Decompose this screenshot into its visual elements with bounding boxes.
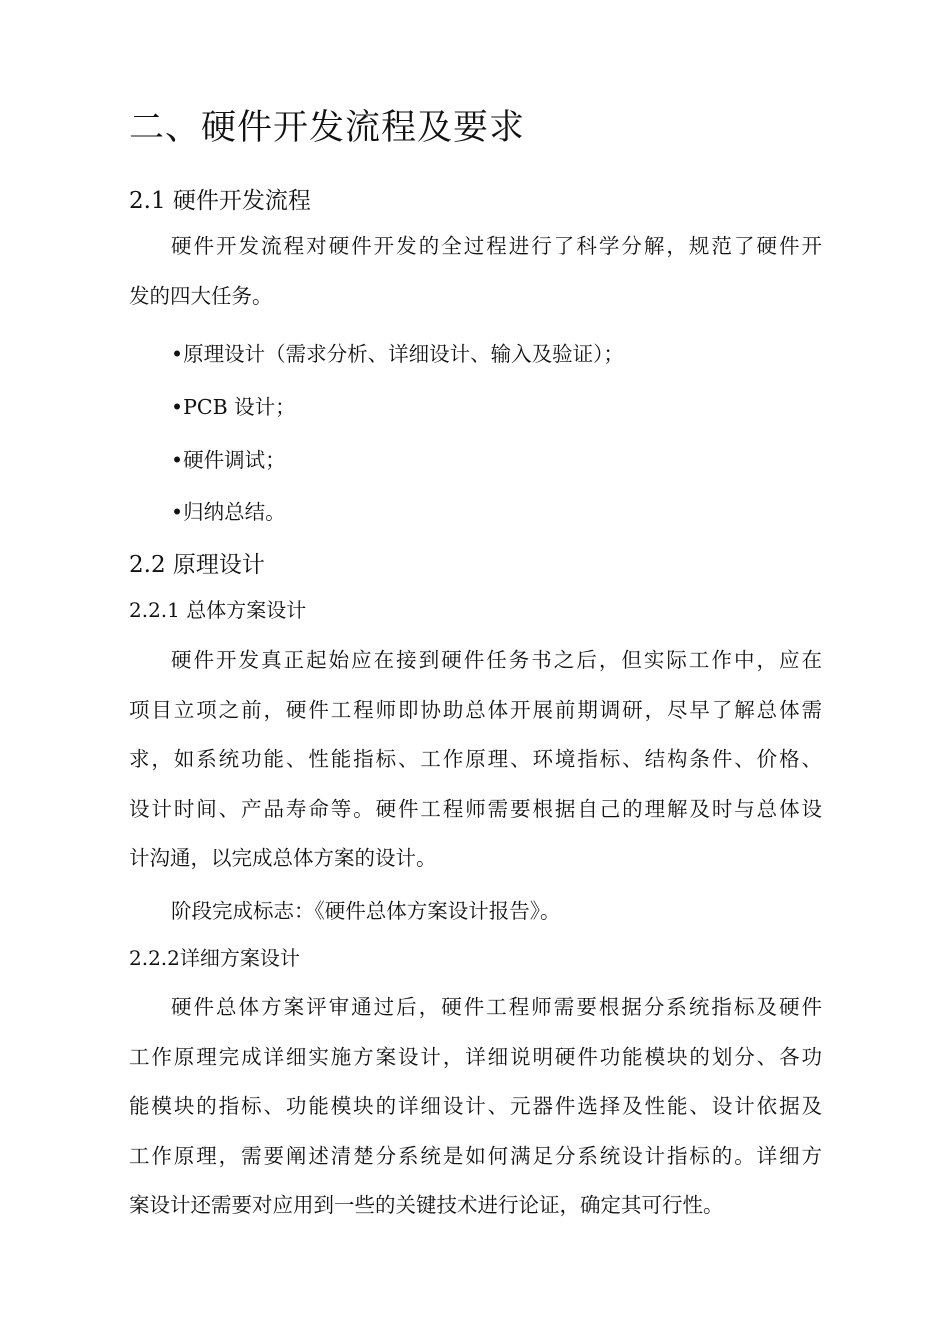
subsection-heading-2-2-2: 2.2.2详细方案设计: [129, 946, 300, 970]
paragraph-line: 硬件开发真正起始应在接到硬件任务书之后，但实际工作中，应在: [171, 648, 822, 672]
paragraph-line: 硬件开发流程对硬件开发的全过程进行了科学分解，规范了硬件开: [171, 234, 822, 258]
section-heading-2-2: 2.2 原理设计: [129, 552, 265, 578]
bullet-item: •PCB 设计；: [171, 395, 296, 419]
subsection-heading-2-2-1: 2.2.1 总体方案设计: [129, 598, 307, 622]
chapter-title: 二、硬件开发流程及要求: [129, 108, 526, 148]
milestone-line: 阶段完成标志：《硬件总体方案设计报告》。: [171, 899, 561, 923]
paragraph-line: 计沟通，以完成总体方案的设计。: [129, 846, 437, 870]
paragraph-line: 硬件总体方案评审通过后，硬件工程师需要根据分系统指标及硬件: [171, 995, 822, 1019]
paragraph-line: 能模块的指标、功能模块的详细设计、元器件选择及性能、设计依据及: [129, 1094, 822, 1118]
paragraph-line: 项目立项之前，硬件工程师即协助总体开展前期调研，尽早了解总体需: [129, 697, 822, 722]
bullet-item: •归纳总结。: [171, 500, 286, 524]
paragraph-line: 工作原理完成详细实施方案设计，详细说明硬件功能模块的划分、各功: [129, 1044, 822, 1069]
section-2-2-1-paragraph: [129, 636, 822, 884]
paragraph-line: 设计时间、产品寿命等。硬件工程师需要根据自己的理解及时与总体设: [129, 796, 822, 821]
bullet-item: •硬件调试；: [171, 448, 286, 472]
paragraph-line: 求，如系统功能、性能指标、工作原理、环境指标、结构条件、价格、: [129, 747, 822, 771]
paragraph-line: 发的四大任务。: [129, 283, 273, 308]
section-2-2-2-paragraph: [129, 983, 822, 1231]
paragraph-line: 工作原理，需要阐述清楚分系统是如何满足分系统设计指标的。详细方: [129, 1143, 822, 1168]
section-heading-2-1: 2.1 硬件开发流程: [129, 188, 311, 214]
bullet-item: •原理设计（需求分析、详细设计、输入及验证）；: [171, 342, 624, 366]
section-2-1-paragraph: [129, 222, 822, 321]
paragraph-line: 案设计还需要对应用到一些的关键技术进行论证，确定其可行性。: [129, 1193, 724, 1217]
